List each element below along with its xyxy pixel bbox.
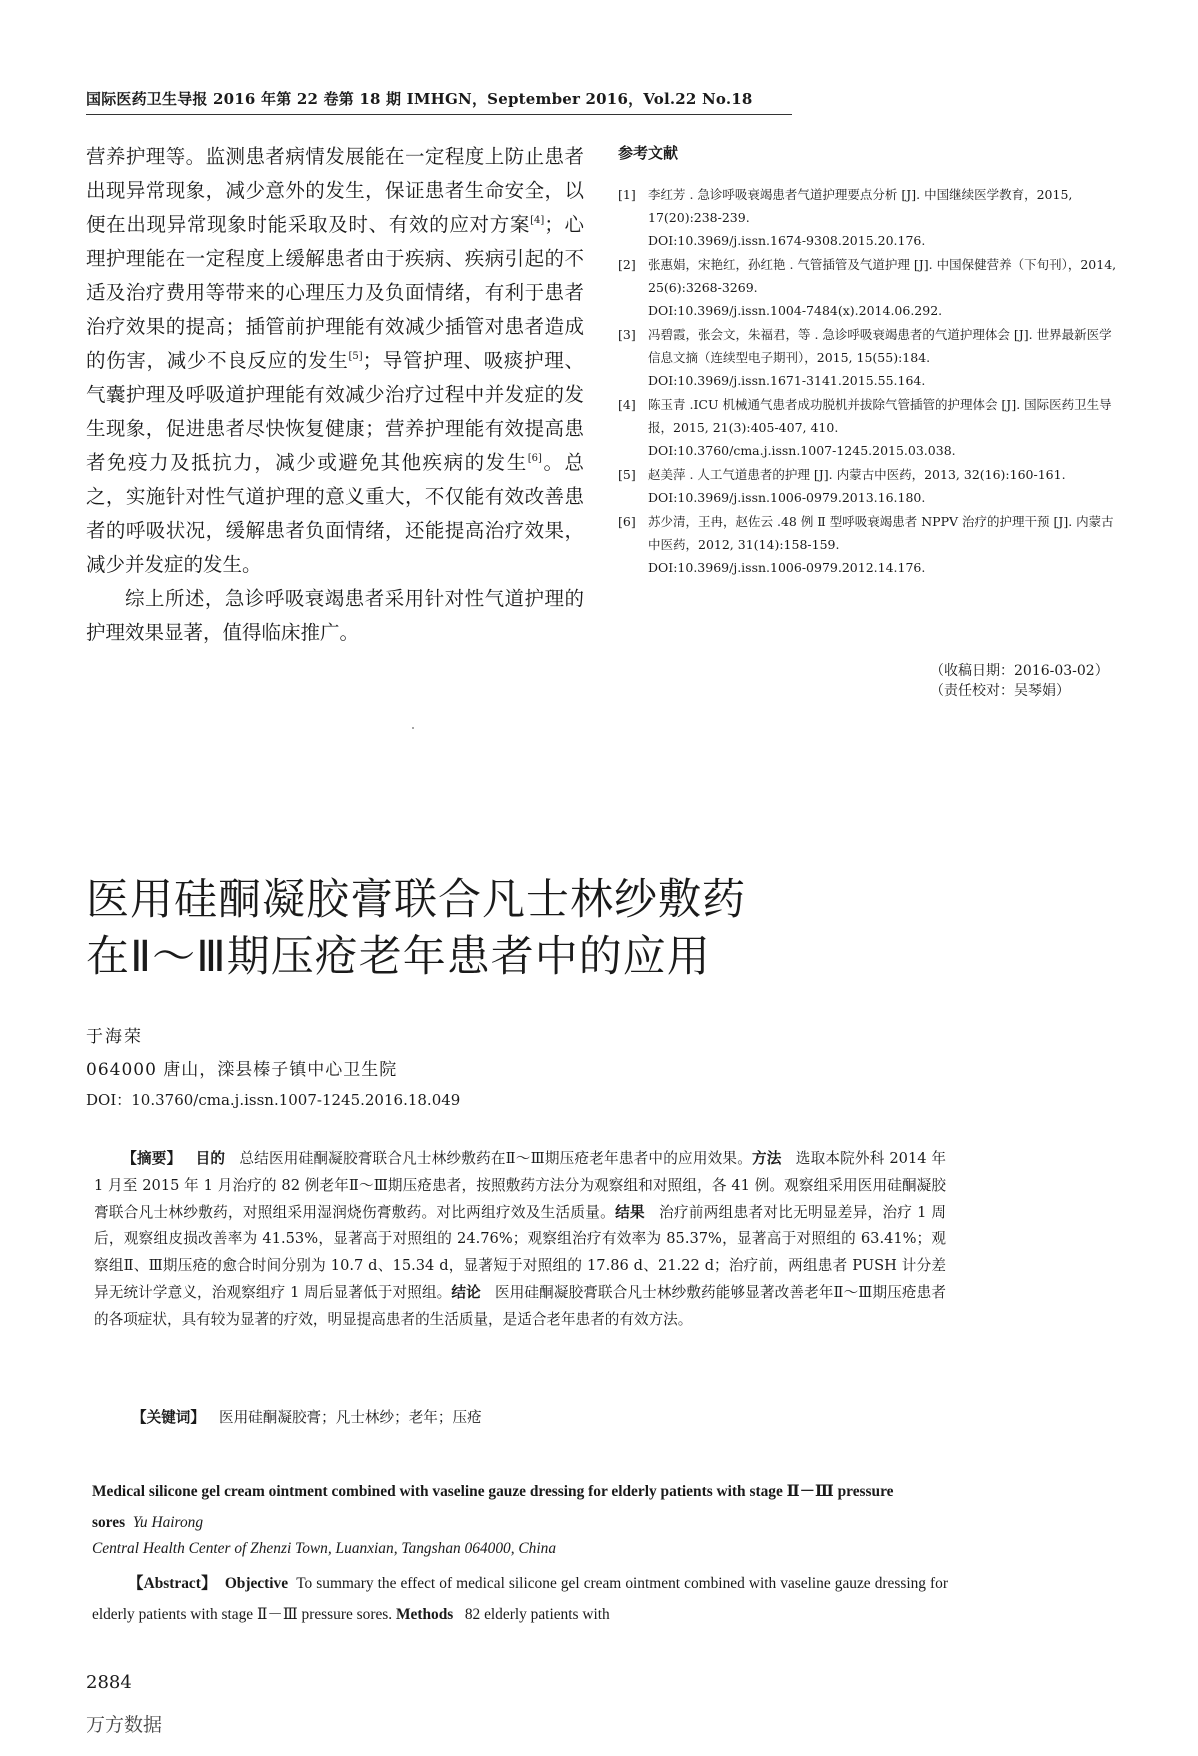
reference-number: [2] xyxy=(618,257,636,272)
references-title: 参考文献 xyxy=(618,144,679,162)
body-text: 。总之，实施针对性气道护理的意义重大，不仅能有效改善患者的呼吸状况，缓解患者负面情绪，还能提高治疗效果，减少并发症的发生。 xyxy=(86,451,584,576)
abstract-cn xyxy=(94,1146,946,1334)
reference-text: 李红芳 . 急诊呼吸衰竭患者气道护理要点分析 [J]. 中国继续医学教育，2015, 17(20):238-239. xyxy=(648,187,1073,225)
english-title-block xyxy=(92,1476,952,1538)
english-title: Medical silicone gel cream ointment combined with vaseline gauze dressing for elderly patients with stage Ⅱ－Ⅲ pressure sores xyxy=(92,1483,894,1531)
reference-item xyxy=(618,323,1118,392)
reference-doi: DOI:10.3969/j.issn.1671-3141.2015.55.164. xyxy=(648,373,926,388)
reference-text: 冯碧霞，张会文，朱福君，等 . 急诊呼吸衰竭患者的气道护理体会 [J]. 世界最新医学信息文摘（连续型电子期刊），2015, 15(55):184. xyxy=(648,327,1112,365)
article-title-line-2: 在Ⅱ～Ⅲ期压疮老年患者中的应用 xyxy=(86,932,711,982)
body-paragraph-1 xyxy=(86,140,584,582)
stray-dot xyxy=(412,727,414,729)
reference-text: 张惠娟，宋艳红，孙红艳 . 气管插管及气道护理 [J]. 中国保健营养（下旬刊），2014, 25(6):3268-3269. xyxy=(648,257,1117,295)
reference-number: [3] xyxy=(618,327,636,342)
citation-4: [4] xyxy=(530,215,545,226)
reference-item xyxy=(618,463,1118,509)
english-objective-label: Objective xyxy=(224,1575,289,1592)
keywords-label: 【关键词】 xyxy=(132,1409,205,1426)
reference-text: 苏少清，王冉，赵佐云 .48 例 Ⅱ 型呼吸衰竭患者 NPPV 治疗的护理干预 [J]. 内蒙古中医药，2012, 31(14):158-159. xyxy=(648,514,1114,552)
english-objective-text: To summary the effect of medical silicone gel cream ointment combined with vaseline gauze dressing for elderly patients with stage Ⅱ－Ⅲ pressure sores. xyxy=(92,1575,948,1623)
reference-doi: DOI:10.3760/cma.j.issn.1007-1245.2015.03.038. xyxy=(648,443,956,458)
methods-label: 方法 xyxy=(752,1150,782,1167)
reference-text: 赵美萍 . 人工气道患者的护理 [J]. 内蒙古中医药，2013, 32(16):160-161. xyxy=(648,467,1066,482)
methods-text: 选取本院外科 2014 年 1 月至 2015 年 1 月治疗的 82 例老年Ⅱ～Ⅲ期压疮患者，按照敷药方法分为观察组和对照组，各 41 例。观察组采用医用硅酮凝胶膏联合凡士林纱敷药，对照组采用湿润烧伤膏敷药。对比两组疗效及生活质量。 xyxy=(94,1150,946,1221)
responsible-editor: （责任校对：吴琴娟） xyxy=(930,683,1070,699)
english-abstract xyxy=(92,1568,948,1630)
english-abstract-paragraph xyxy=(92,1568,948,1630)
reference-number: [1] xyxy=(618,187,636,202)
article-title-line-1: 医用硅酮凝胶膏联合凡士林纱敷药 xyxy=(86,875,746,925)
reference-item xyxy=(618,393,1118,462)
reference-number: [4] xyxy=(618,397,636,412)
keywords-line xyxy=(132,1406,482,1427)
reference-text: 陈玉青 .ICU 机械通气患者成功脱机并拔除气管插管的护理体会 [J]. 国际医药卫生导报，2015, 21(3):405-407, 410. xyxy=(648,397,1112,435)
reference-doi: DOI:10.3969/j.issn.1674-9308.2015.20.176. xyxy=(648,233,926,248)
reference-doi: DOI:10.3969/j.issn.1004-7484(x).2014.06.292. xyxy=(648,303,943,318)
english-methods-text: 82 elderly patients with xyxy=(464,1606,610,1623)
header-rule xyxy=(86,114,792,115)
reference-item xyxy=(618,510,1118,579)
english-affiliation: Central Health Center of Zhenzi Town, Luanxian, Tangshan 064000, China xyxy=(92,1540,557,1557)
keywords-text: 医用硅酮凝胶膏；凡士林纱；老年；压疮 xyxy=(218,1409,482,1426)
objective-label: 目的 xyxy=(195,1150,226,1167)
reference-item xyxy=(618,183,1118,252)
results-text: 治疗前两组患者对比无明显差异，治疗 1 周后，观察组皮损改善率为 41.53%，显著高于对照组的 24.76%；观察组治疗有效率为 85.37%，显著高于对照组的 63.41%；观察组Ⅱ、Ⅲ期压疮的愈合时间分别为 10.7 d、15.34 d，显著短于对照组的 17.86 d、21.22 d；治疗前，两组患者 PUSH 计分差异无统计学意义，治观察组疗 1 周后显著低于对照组。 xyxy=(94,1203,946,1301)
reference-item xyxy=(618,253,1118,322)
objective-text: 总结医用硅酮凝胶膏联合凡士林纱敷药在Ⅱ～Ⅲ期压疮老年患者中的应用效果。 xyxy=(239,1150,752,1167)
article-doi: DOI：10.3760/cma.j.issn.1007-1245.2016.18.049 xyxy=(86,1091,461,1109)
abstract-label: 【摘要】 xyxy=(122,1150,182,1167)
reference-doi: DOI:10.3969/j.issn.1006-0979.2012.14.176. xyxy=(648,560,926,575)
conclusion-text: 医用硅酮凝胶膏联合凡士林纱敷药能够显著改善老年Ⅱ～Ⅲ期压疮患者的各项症状，具有较为显著的疗效，明显提高患者的生活质量，是适合老年患者的有效方法。 xyxy=(94,1283,946,1328)
watermark: 万方数据 xyxy=(86,1714,163,1736)
references-section xyxy=(618,142,1118,580)
english-methods-label: Methods xyxy=(395,1606,454,1623)
conclusion-label: 结论 xyxy=(451,1283,481,1301)
article-title xyxy=(86,872,1106,986)
body-text: 营养护理等。监测患者病情发展能在一定程度上防止患者出现异常现象，减少意外的发生，保证患者生命安全，以便在出现异常现象时能采取及时、有效的应对方案 xyxy=(86,145,584,236)
received-date: （收稿日期：2016-03-02） xyxy=(930,663,1109,679)
reference-number: [6] xyxy=(618,514,636,529)
reference-number: [5] xyxy=(618,467,636,482)
body-text: ；导管护理、吸痰护理、气囊护理及呼吸道护理能有效减少治疗过程中并发症的发生现象，促进患者尽快恢复健康；营养护理能有效提高患者免疫力及抵抗力，减少或避免其他疾病的发生 xyxy=(86,349,584,474)
body-paragraph-2: 综上所述，急诊呼吸衰竭患者采用针对性气道护理的护理效果显著，值得临床推广。 xyxy=(86,587,584,644)
english-abstract-label: 【Abstract】 xyxy=(128,1575,217,1592)
body-text: ；心理护理能在一定程度上缓解患者由于疾病、疾病引起的不适及治疗费用等带来的心理压力及负面情绪，有利于患者治疗效果的提高；插管前护理能有效减少插管对患者造成的伤害，减少不良反应的发生 xyxy=(86,213,584,372)
reference-doi: DOI:10.3969/j.issn.1006-0979.2013.16.180. xyxy=(648,490,926,505)
abstract-cn-paragraph xyxy=(94,1146,946,1334)
results-label: 结果 xyxy=(615,1203,645,1221)
page-number: 2884 xyxy=(86,1672,132,1693)
citation-5: [5] xyxy=(348,351,363,362)
citation-6: [6] xyxy=(527,453,542,464)
running-header: 国际医药卫生导报 2016 年第 22 卷第 18 期 IMHGN，September 2016，Vol.22 No.18 xyxy=(86,90,753,108)
author-affiliation: 064000 唐山，滦县榛子镇中心卫生院 xyxy=(86,1060,398,1080)
left-column-body xyxy=(86,140,584,650)
english-author: Yu Hairong xyxy=(132,1514,204,1531)
author-name: 于海荣 xyxy=(86,1027,143,1047)
